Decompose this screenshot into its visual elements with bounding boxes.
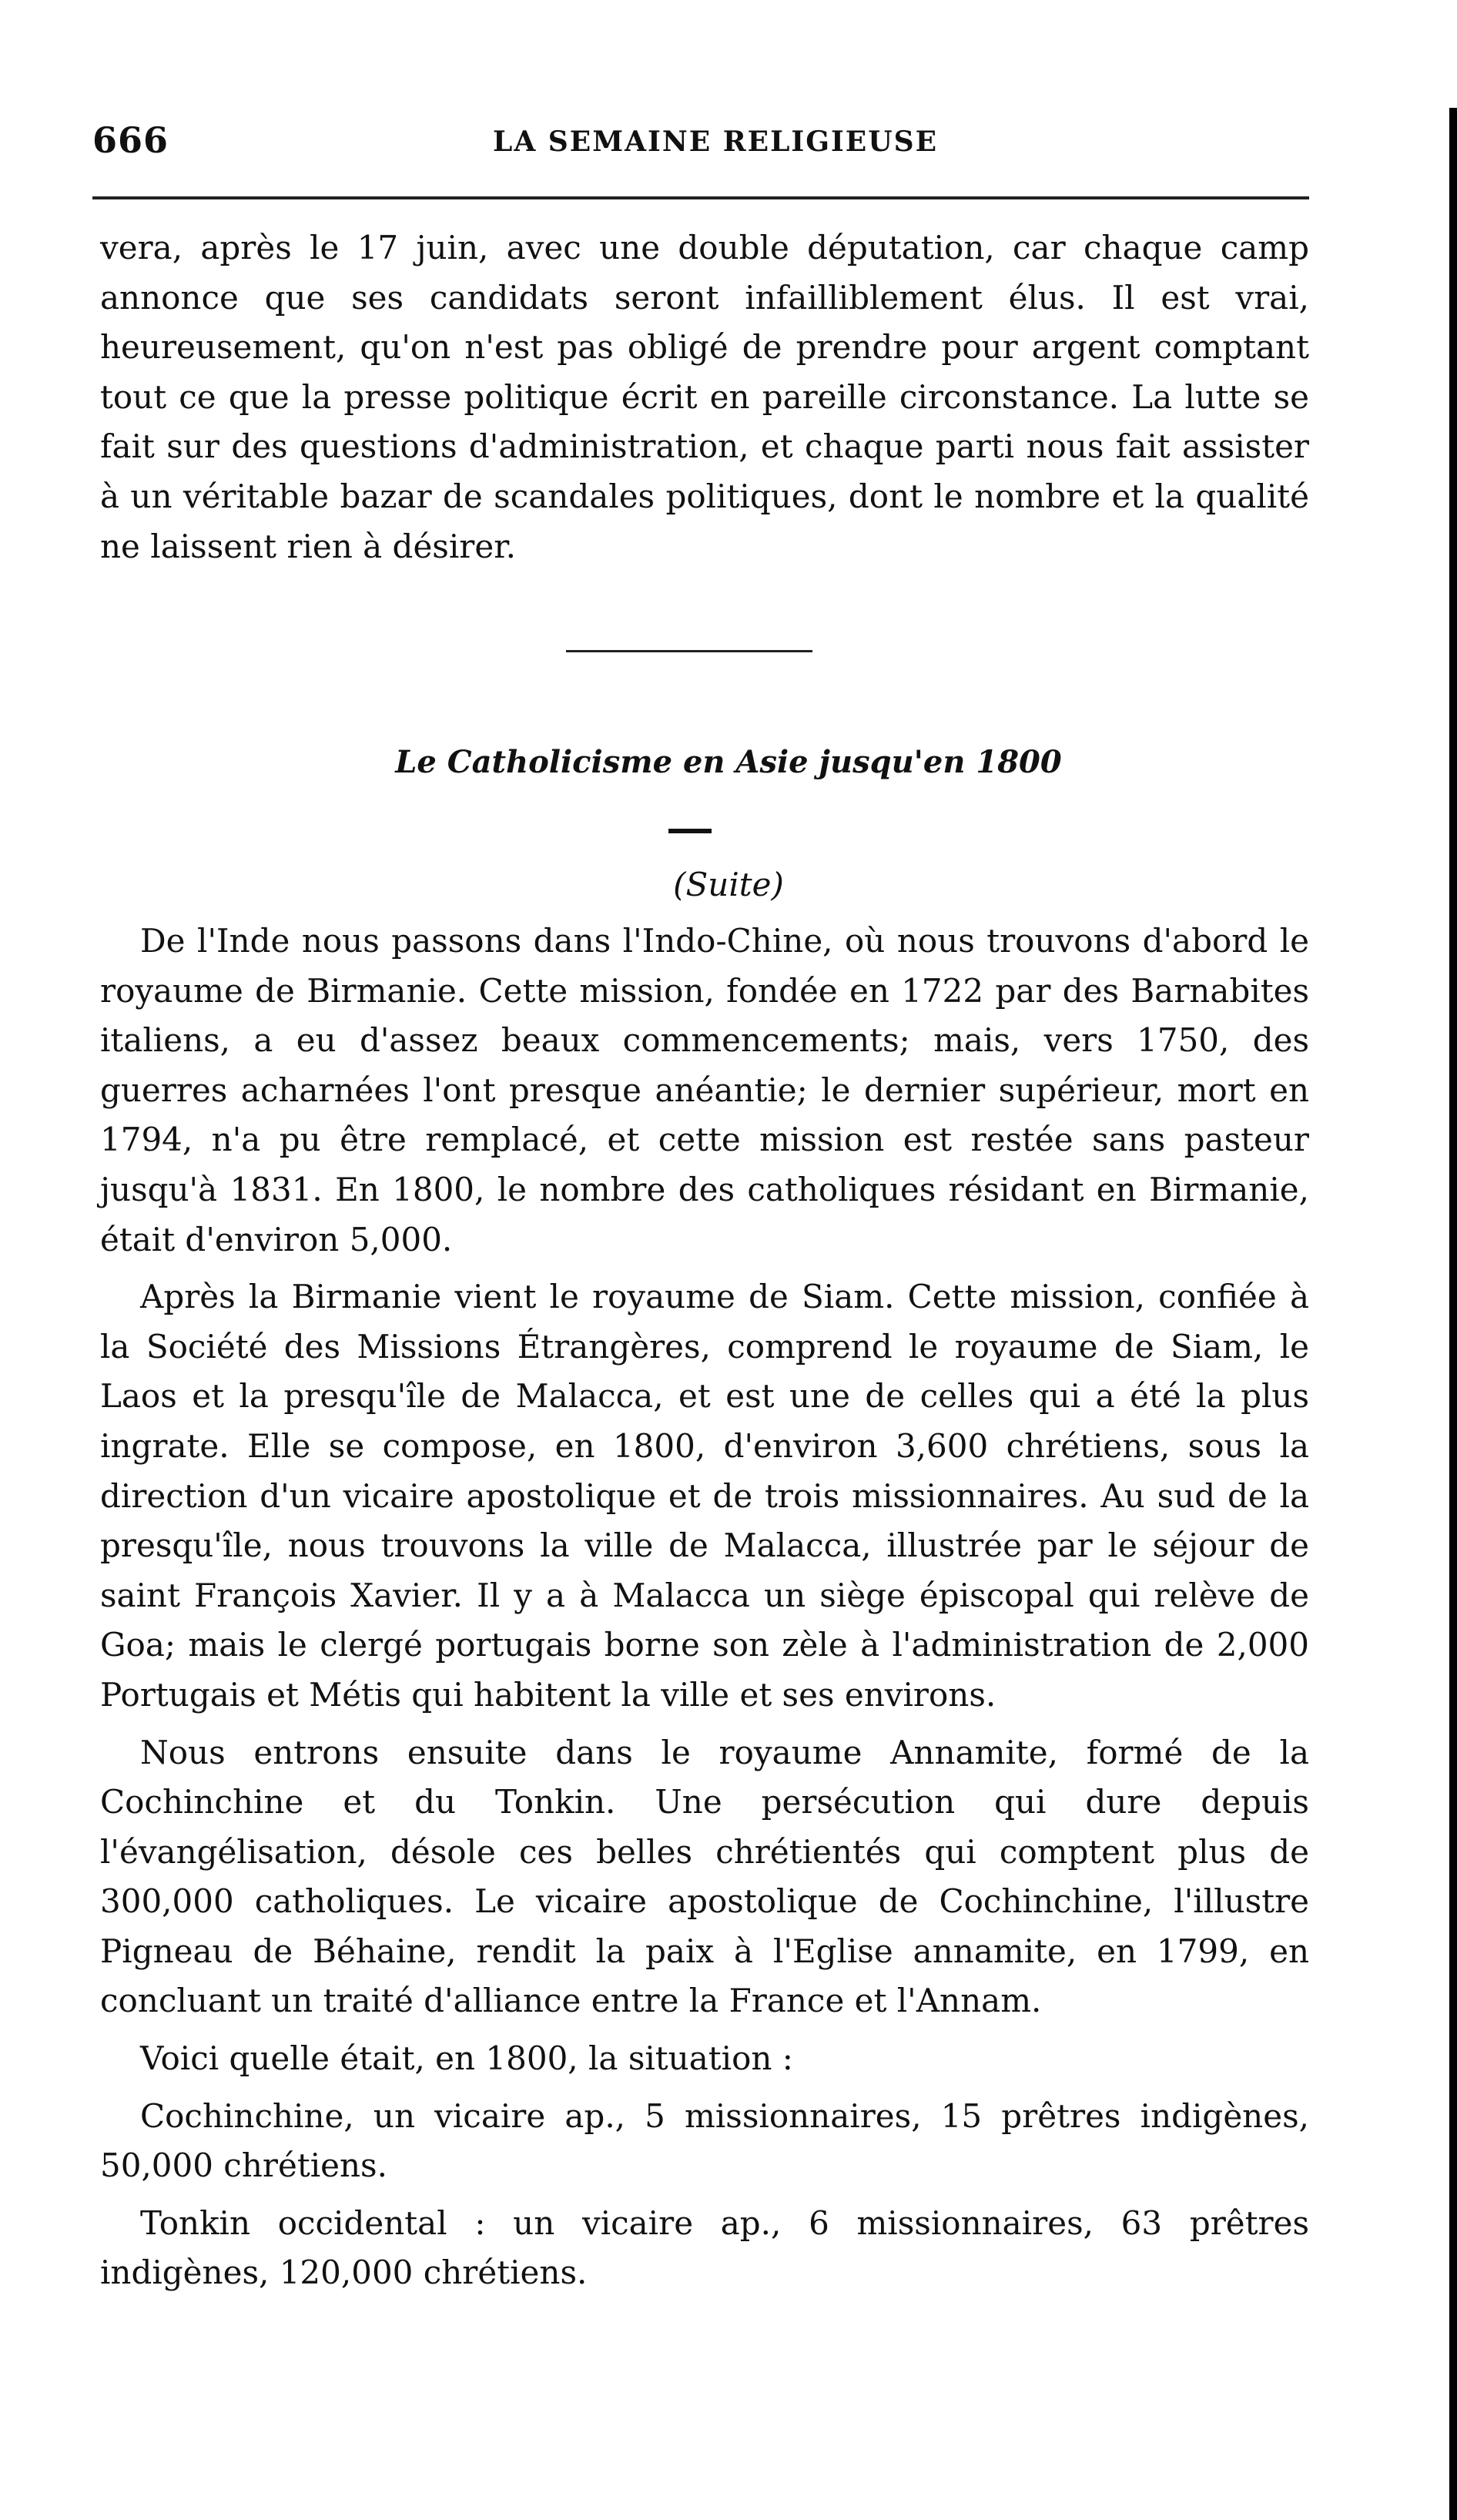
continuation-text	[100, 223, 1309, 571]
section-title: Le Catholicisme en Asie jusqu'en 1800	[395, 744, 1062, 780]
section-divider	[566, 650, 812, 652]
page-header	[92, 119, 1294, 173]
main-text	[100, 917, 1309, 2298]
running-title: LA SEMAINE RELIGIEUSE	[493, 126, 939, 158]
paragraph-annam: Nous entrons ensuite dans le royaume Annamite, formé de la Cochinchine et du Tonkin. Une persécution qui dure depuis l'évangélisation, désole ces belles chrétientés qui comptent plus de 300,000 catholiques. Le vicaire apostolique de Cochinchine, l'illustre Pigneau de Béhaine, rendit la paix à l'Eglise annamite, en 1799, en concluant un traité d'alliance entre la France et l'Annam.	[100, 1733, 1309, 2020]
paragraph-situation: Voici quelle était, en 1800, la situation :	[140, 2039, 793, 2078]
scan-edge	[1449, 108, 1457, 2520]
paragraph-burma: De l'Inde nous passons dans l'Indo-Chine, où nous trouvons d'abord le royaume de Birmanie. Cette mission, fondée en 1722 par des Barnabites italiens, a eu d'assez beaux commencements; mais, vers 1750, des guerres acharnées l'ont presque anéantie; le dernier supérieur, mort en 1794, n'a pu être remplacé, et cette mission est restée sans pasteur jusqu'à 1831. En 1800, le nombre des catholiques résidant en Birmanie, était d'environ 5,000.	[100, 922, 1309, 1258]
header-rule	[92, 196, 1309, 199]
continuation-paragraph: vera, après le 17 juin, avec une double députation, car chaque camp annonce que ses candidats seront infailliblement élus. Il est vrai, heureusement, qu'on n'est pas obligé de prendre pour argent comptant tout ce que la presse politique écrit en pareille circonstance. La lutte se fait sur des questions d'administration, et chaque parti nous fait assister à un véritable bazar de scandales politiques, dont le nombre et la qualité ne laissent rien à désirer.	[100, 229, 1309, 565]
paragraph-tonkin: Tonkin occidental : un vicaire ap., 6 missionnaires, 63 prêtres indigènes, 120,000 chrétiens.	[100, 2203, 1309, 2292]
paragraph-cochinchine: Cochinchine, un vicaire ap., 5 missionnaires, 15 prêtres indigènes, 50,000 chrétiens.	[100, 2096, 1309, 2185]
title-dash	[668, 829, 712, 833]
page-number: 666	[92, 119, 169, 161]
paragraph-siam: Après la Birmanie vient le royaume de Siam. Cette mission, confiée à la Société des Missions Étrangères, comprend le royaume de Siam, le Laos et la presqu'île de Malacca, et est une de celles qui a été la plus ingrate. Elle se compose, en 1800, d'environ 3,600 chrétiens, sous la direction d'un vicaire apostolique et de trois missionnaires. Au sud de la presqu'île, nous trouvons la ville de Malacca, illustrée par le séjour de saint François Xavier. Il y a à Malacca un siège épiscopal qui relève de Goa; mais le clergé portugais borne son zèle à l'administration de 2,000 Portugais et Métis qui habitent la ville et ses environs.	[100, 1278, 1309, 1714]
section-subtitle: (Suite)	[673, 866, 784, 903]
